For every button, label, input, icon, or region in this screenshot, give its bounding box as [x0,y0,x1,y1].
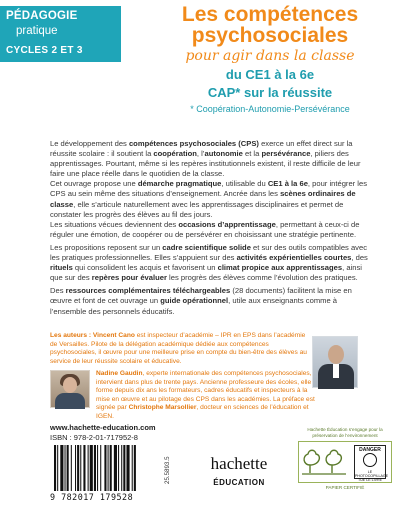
cap-note: * Coopération-Autonomie-Persévérance [190,104,350,114]
collection-subname: pratique [16,25,58,37]
author-photo-nadine-gaudin [50,370,90,408]
paragraph-4: Les propositions reposent sur un cadre scientifique solide et sur des outils compatibles avec les pratiques professionnelles. Elles s’appuient sur des activités expérientielles courtes, des rituels qui consolident les acquis et favorisent un climat propice aux apprentissages, ainsi que sur des repères pour évaluer les progrès des élèves comme l’évolution des pratiques. [50,242,368,283]
book-subtitle: pour agir dans la classe [185,48,355,64]
collection-banner [0,6,121,62]
eco-text: Hachette Éducation s’engage pour la préservation de l’environnement [307,427,383,438]
tree-icon [300,447,348,477]
danger-photocopy-badge: DANGER LE PHOTOCOPILLAGE TUE LE LIVRE [355,447,389,482]
book-level: du CE1 à la 6e [225,67,315,82]
book-title-line2: psychosociales [191,24,349,47]
isbn: ISBN : 978-2-01-717952-8 [50,433,138,442]
paragraph-2: Cet ouvrage propose une démarche pragmatique, utilisable du CE1 à la 6e, pour intégrer les CPS au sein même des situations d’enseignement. Ancrée dans les scènes ordinaires de classe, elle s’articule naturellement avec les apprentissages disciplinaires et permet de constater les progrès des élèves au fil des jours. [50,179,368,219]
product-code: 25.5893.5 [164,456,171,484]
paragraph-5: Des ressources complémentaires téléchargeables (28 documents) facilitent la mise en œuvre et font de cet ouvrage un guide opérationnel, utile aux enseignants comme à l’ensemble des personnels éducatifs. [50,286,352,316]
publisher-logo [200,448,278,500]
publisher-name: hachette [210,454,268,473]
author-bio-1: Les auteurs : Vincent Cano est inspecteur d’académie – IPR en EPS dans l’académie de Versailles. Pilote de la délégation académique dédiée aux compétences psychosociales, il œuvre pour une meilleure prise en compte du bien-être des élèves au service de leur réussite scolaire et éducative. [50,332,307,365]
cycles-label: CYCLES 2 ET 3 [6,45,83,56]
barcode-number: 9 782017 179528 [50,492,134,502]
book-cap-line: CAP* sur la réussite [207,85,333,100]
publisher-website: www.hachette-education.com [50,423,156,432]
paragraph-3: Les situations vécues deviennent des occasions d’apprentissage, permettant à ceux-ci de réguler une émotion, de coopérer ou de persévérer en choisissant une stratégie pertinente. [50,219,360,239]
barcode-icon [50,445,158,493]
back-cover-text [50,139,368,317]
publisher-sub: ÉDUCATION [213,478,265,487]
eco-label: PAPIER CERTIFIÉ [325,485,365,490]
paragraph-1: Le développement des compétences psychosociales (CPS) exerce un effet direct sur la réussite scolaire : il soutient la coopération, l’autonomie et la persévérance, piliers des apprentissages. Pourtant, même si les repères institutionnels existent, il reste difficile de leur faire une place réelle dans le quotidien de la classe. [50,139,361,179]
eco-certification [290,427,400,497]
photocopy-icon [363,453,377,467]
book-title-line1: Les compétences [181,3,359,26]
author-photo-vincent-cano [312,336,358,388]
author-bio-2: Nadine Gaudin, experte internationale des compétences psychosociales, intervient dans plus de trente pays. Ancienne professeure des écoles, elle forme depuis dix ans les formateurs, cadres éducatifs et inspecteurs à la mise en œuvre et au pilotage des CPS dans les académies. La préface est signée par Christophe Marsollier, docteur en sciences de l’éducation et IGEN. [96,370,315,420]
collection-name: PÉDAGOGIE [6,10,78,22]
